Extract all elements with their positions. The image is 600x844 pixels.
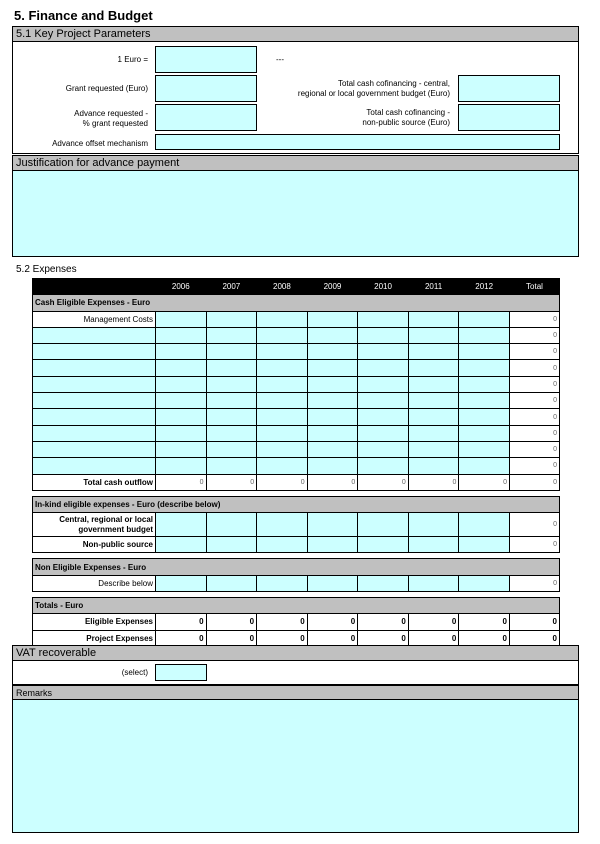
project-expenses-row bbox=[33, 630, 560, 646]
cell-value: 0 bbox=[408, 614, 459, 630]
row-label-input[interactable] bbox=[33, 458, 156, 474]
col-2010: 2010 bbox=[358, 279, 409, 295]
cell-input[interactable] bbox=[257, 311, 308, 327]
cell-input[interactable] bbox=[156, 311, 207, 327]
cofinancing-public-label bbox=[270, 79, 450, 99]
cell-input[interactable] bbox=[257, 409, 308, 425]
cell-input[interactable] bbox=[156, 458, 207, 474]
cell-input[interactable] bbox=[358, 344, 409, 360]
cell-input[interactable] bbox=[358, 409, 409, 425]
cell-input[interactable] bbox=[408, 311, 459, 327]
cofinancing-public-line2: regional or local government budget (Euro) bbox=[297, 89, 450, 98]
cofinancing-public-field[interactable] bbox=[458, 75, 560, 102]
advance-requested-line1: Advance requested - bbox=[74, 109, 148, 118]
cell-input[interactable] bbox=[206, 425, 257, 441]
cell-input[interactable] bbox=[459, 537, 510, 553]
cell-input[interactable] bbox=[257, 458, 308, 474]
cell-input[interactable] bbox=[408, 458, 459, 474]
advance-requested-line2: % grant requested bbox=[82, 119, 148, 128]
table-row bbox=[33, 458, 560, 474]
cell-input[interactable] bbox=[358, 513, 409, 537]
euro-rate-suffix: --- bbox=[276, 55, 284, 64]
inkind-group-row bbox=[33, 496, 560, 512]
cell-input[interactable] bbox=[156, 344, 207, 360]
row-total: 0 bbox=[510, 344, 560, 360]
cell-input[interactable] bbox=[307, 344, 358, 360]
row-total: 0 bbox=[510, 458, 560, 474]
cash-group-row bbox=[33, 295, 560, 311]
cofinancing-public-line1: Total cash cofinancing - central, bbox=[337, 79, 450, 88]
cell-input[interactable] bbox=[459, 327, 510, 343]
inkind-group-header: In-kind eligible expenses - Euro (describe below) bbox=[33, 496, 560, 512]
inkind-public-line1: Central, regional or local bbox=[59, 514, 153, 524]
col-2008: 2008 bbox=[257, 279, 308, 295]
cell-input[interactable] bbox=[206, 537, 257, 553]
cell-input[interactable] bbox=[156, 409, 207, 425]
cell-input[interactable] bbox=[459, 344, 510, 360]
cell-input[interactable] bbox=[206, 327, 257, 343]
remarks-textarea[interactable] bbox=[12, 700, 579, 833]
row-total: 0 bbox=[510, 614, 560, 630]
cell-value: 0 bbox=[206, 474, 257, 490]
cell-value: 0 bbox=[408, 630, 459, 646]
row-label-input[interactable] bbox=[33, 441, 156, 457]
cell-input[interactable] bbox=[206, 409, 257, 425]
row-total: 0 bbox=[510, 537, 560, 553]
cell-input[interactable] bbox=[408, 537, 459, 553]
cell-input[interactable] bbox=[408, 327, 459, 343]
cell-value: 0 bbox=[307, 474, 358, 490]
row-label-input[interactable] bbox=[33, 376, 156, 392]
row-label-input[interactable] bbox=[33, 425, 156, 441]
table-row bbox=[33, 575, 560, 591]
expenses-table bbox=[32, 278, 560, 647]
cell-input[interactable] bbox=[206, 360, 257, 376]
table-row bbox=[33, 425, 560, 441]
table-header-row bbox=[33, 279, 560, 295]
inkind-private-label: Non-public source bbox=[33, 537, 156, 553]
project-expenses-label: Project Expenses bbox=[33, 630, 156, 646]
cell-value: 0 bbox=[459, 474, 510, 490]
cell-input[interactable] bbox=[156, 393, 207, 409]
cell-input[interactable] bbox=[206, 393, 257, 409]
cell-input[interactable] bbox=[408, 344, 459, 360]
cash-group-header: Cash Eligible Expenses - Euro bbox=[33, 295, 560, 311]
cell-input[interactable] bbox=[459, 360, 510, 376]
cell-value: 0 bbox=[307, 630, 358, 646]
row-total: 0 bbox=[510, 474, 560, 490]
justification-textarea[interactable] bbox=[12, 171, 579, 257]
table-row bbox=[33, 513, 560, 537]
row-total: 0 bbox=[510, 630, 560, 646]
cell-input[interactable] bbox=[307, 425, 358, 441]
noneligible-group-header: Non Eligible Expenses - Euro bbox=[33, 559, 560, 575]
cell-input[interactable] bbox=[408, 425, 459, 441]
row-label-input[interactable] bbox=[33, 393, 156, 409]
row-total: 0 bbox=[510, 409, 560, 425]
row-total: 0 bbox=[510, 425, 560, 441]
row-label-input[interactable] bbox=[33, 327, 156, 343]
cell-value: 0 bbox=[459, 630, 510, 646]
table-row bbox=[33, 311, 560, 327]
cell-input[interactable] bbox=[358, 327, 409, 343]
cell-input[interactable] bbox=[307, 537, 358, 553]
cell-input[interactable] bbox=[206, 575, 257, 591]
col-2007: 2007 bbox=[206, 279, 257, 295]
cell-value: 0 bbox=[358, 630, 409, 646]
cell-value: 0 bbox=[408, 474, 459, 490]
row-total: 0 bbox=[510, 441, 560, 457]
cell-value: 0 bbox=[206, 614, 257, 630]
cell-input[interactable] bbox=[358, 376, 409, 392]
management-costs-label: Management Costs bbox=[33, 311, 156, 327]
row-label-input[interactable] bbox=[33, 409, 156, 425]
cell-input[interactable] bbox=[206, 513, 257, 537]
table-row bbox=[33, 360, 560, 376]
cell-input[interactable] bbox=[206, 344, 257, 360]
cofinancing-private-field[interactable] bbox=[458, 104, 560, 131]
cell-input[interactable] bbox=[307, 311, 358, 327]
table-row bbox=[33, 376, 560, 392]
cell-input[interactable] bbox=[257, 537, 308, 553]
cell-input[interactable] bbox=[257, 575, 308, 591]
cell-input[interactable] bbox=[408, 513, 459, 537]
cell-value: 0 bbox=[358, 614, 409, 630]
cell-input[interactable] bbox=[408, 575, 459, 591]
col-2009: 2009 bbox=[307, 279, 358, 295]
cell-input[interactable] bbox=[206, 441, 257, 457]
cell-input[interactable] bbox=[307, 409, 358, 425]
cofinancing-private-label bbox=[270, 108, 450, 128]
cell-input[interactable] bbox=[257, 344, 308, 360]
cell-input[interactable] bbox=[459, 425, 510, 441]
cell-input[interactable] bbox=[358, 458, 409, 474]
total-cash-outflow-row bbox=[33, 474, 560, 490]
totals-group-row bbox=[33, 598, 560, 614]
cell-input[interactable] bbox=[257, 441, 308, 457]
table-row bbox=[33, 344, 560, 360]
row-total: 0 bbox=[510, 360, 560, 376]
cell-value: 0 bbox=[156, 630, 207, 646]
cell-value: 0 bbox=[257, 630, 308, 646]
cell-input[interactable] bbox=[156, 376, 207, 392]
cell-input[interactable] bbox=[408, 409, 459, 425]
cell-input[interactable] bbox=[459, 513, 510, 537]
table-row bbox=[33, 441, 560, 457]
totals-group-header: Totals - Euro bbox=[33, 598, 560, 614]
cell-input[interactable] bbox=[459, 575, 510, 591]
cell-input[interactable] bbox=[257, 376, 308, 392]
cell-value: 0 bbox=[307, 614, 358, 630]
cell-input[interactable] bbox=[257, 513, 308, 537]
euro-rate-label: 1 Euro = bbox=[117, 55, 148, 64]
expenses-header: 5.2 Expenses bbox=[16, 264, 77, 275]
row-label-input[interactable] bbox=[33, 360, 156, 376]
cell-input[interactable] bbox=[257, 360, 308, 376]
describe-below-label: Describe below bbox=[33, 575, 156, 591]
eligible-expenses-row bbox=[33, 614, 560, 630]
cell-input[interactable] bbox=[156, 360, 207, 376]
cell-input[interactable] bbox=[257, 425, 308, 441]
cell-input[interactable] bbox=[307, 360, 358, 376]
advance-requested-field[interactable] bbox=[155, 104, 257, 131]
total-cash-outflow-label: Total cash outflow bbox=[33, 474, 156, 490]
row-total: 0 bbox=[510, 513, 560, 537]
cell-input[interactable] bbox=[307, 393, 358, 409]
cell-input[interactable] bbox=[307, 458, 358, 474]
cell-input[interactable] bbox=[358, 537, 409, 553]
col-total: Total bbox=[510, 279, 560, 295]
cofinancing-private-line2: non-public source (Euro) bbox=[362, 118, 450, 127]
cell-input[interactable] bbox=[206, 311, 257, 327]
cell-input[interactable] bbox=[307, 327, 358, 343]
cell-input[interactable] bbox=[307, 513, 358, 537]
justification-header: Justification for advance payment bbox=[12, 155, 579, 171]
table-row bbox=[33, 393, 560, 409]
cell-value: 0 bbox=[156, 474, 207, 490]
cell-input[interactable] bbox=[156, 425, 207, 441]
cell-input[interactable] bbox=[358, 393, 409, 409]
cell-input[interactable] bbox=[358, 441, 409, 457]
row-total: 0 bbox=[510, 376, 560, 392]
grant-requested-field[interactable] bbox=[155, 75, 257, 102]
cell-input[interactable] bbox=[408, 376, 459, 392]
cell-input[interactable] bbox=[156, 575, 207, 591]
noneligible-group-row bbox=[33, 559, 560, 575]
cell-value: 0 bbox=[358, 474, 409, 490]
cell-input[interactable] bbox=[156, 441, 207, 457]
remarks-header: Remarks bbox=[12, 685, 579, 700]
cell-input[interactable] bbox=[459, 441, 510, 457]
cell-input[interactable] bbox=[408, 441, 459, 457]
table-row bbox=[33, 409, 560, 425]
cell-input[interactable] bbox=[358, 311, 409, 327]
cell-input[interactable] bbox=[156, 537, 207, 553]
cell-input[interactable] bbox=[459, 393, 510, 409]
cell-input[interactable] bbox=[156, 327, 207, 343]
vat-header: VAT recoverable bbox=[12, 645, 579, 661]
grant-requested-label: Grant requested (Euro) bbox=[65, 84, 148, 93]
advance-offset-field[interactable] bbox=[155, 134, 560, 150]
cell-input[interactable] bbox=[206, 458, 257, 474]
cell-value: 0 bbox=[257, 474, 308, 490]
cell-input[interactable] bbox=[459, 458, 510, 474]
col-2012: 2012 bbox=[459, 279, 510, 295]
table-row bbox=[33, 537, 560, 553]
vat-select[interactable] bbox=[155, 664, 207, 681]
cell-input[interactable] bbox=[459, 311, 510, 327]
cell-input[interactable] bbox=[408, 393, 459, 409]
cell-input[interactable] bbox=[206, 376, 257, 392]
cell-input[interactable] bbox=[358, 360, 409, 376]
row-label-input[interactable] bbox=[33, 344, 156, 360]
inkind-public-line2: government budget bbox=[78, 524, 153, 534]
col-2011: 2011 bbox=[408, 279, 459, 295]
row-total: 0 bbox=[510, 327, 560, 343]
cell-input[interactable] bbox=[459, 376, 510, 392]
advance-requested-label bbox=[30, 109, 148, 129]
cell-input[interactable] bbox=[307, 575, 358, 591]
cell-input[interactable] bbox=[358, 575, 409, 591]
header-corner bbox=[33, 279, 156, 295]
cell-input[interactable] bbox=[358, 425, 409, 441]
cell-input[interactable] bbox=[459, 409, 510, 425]
cell-value: 0 bbox=[257, 614, 308, 630]
euro-rate-field[interactable] bbox=[155, 46, 257, 73]
key-parameters-header: 5.1 Key Project Parameters bbox=[12, 26, 579, 42]
col-2006: 2006 bbox=[156, 279, 207, 295]
cell-input[interactable] bbox=[257, 327, 308, 343]
advance-offset-label: Advance offset mechanism bbox=[52, 139, 148, 148]
cell-input[interactable] bbox=[307, 441, 358, 457]
row-total: 0 bbox=[510, 393, 560, 409]
cofinancing-private-line1: Total cash cofinancing - bbox=[366, 108, 450, 117]
cell-input[interactable] bbox=[156, 513, 207, 537]
cell-input[interactable] bbox=[408, 360, 459, 376]
vat-select-label: (select) bbox=[121, 668, 148, 677]
cell-input[interactable] bbox=[257, 393, 308, 409]
row-total: 0 bbox=[510, 575, 560, 591]
inkind-public-label bbox=[33, 513, 156, 537]
cell-input[interactable] bbox=[307, 376, 358, 392]
page-title: 5. Finance and Budget bbox=[14, 8, 153, 23]
cell-value: 0 bbox=[156, 614, 207, 630]
eligible-expenses-label: Eligible Expenses bbox=[33, 614, 156, 630]
row-total: 0 bbox=[510, 311, 560, 327]
cell-value: 0 bbox=[459, 614, 510, 630]
table-row bbox=[33, 327, 560, 343]
cell-value: 0 bbox=[206, 630, 257, 646]
